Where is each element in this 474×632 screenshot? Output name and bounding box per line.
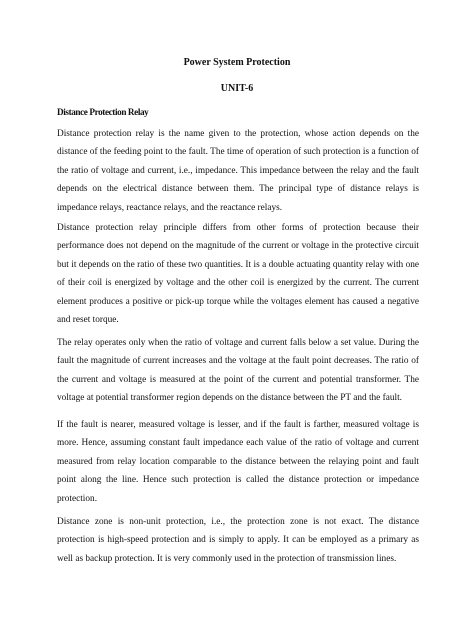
section-heading: Distance Protection Relay [57,107,149,117]
unit-title: UNIT-6 [220,83,254,94]
paragraph-principle: Distance protection relay principle differs from other forms of protection because their performance does not depend on the magnitude of the current or voltage in the protective circuit but it depends on the ratio of these two quantities. It is a double actuating quantity relay with one of their coil is energized by voltage and the other coil is energized by the current. The current element produces a positive or pick-up torque while the voltages element has caused a negative and reset torque. [57,223,419,326]
paragraph-intro: Distance protection relay is the name given to the protection, whose action depends on the distance of the feeding point to the fault. The time of operation of such protection is a function of the ratio of voltage and current, i.e., impedance. This impedance between the relay and the fault depends on the electrical distance between them. The principal type of distance relays is impedance relays, reactance relays, and the reactance relays. [57,129,419,213]
paragraph-operation: The relay operates only when the ratio of voltage and current falls below a set value. During the fault the magnitude of current increases and the voltage at the fault point decreases. The ratio of the current and voltage is measured at the point of the current and potential transformer. The voltage at potential transformer region depends on the distance between the PT and the fault. [57,338,419,404]
document-title: Power System Protection [183,57,291,68]
paragraph-distance-zone: Distance zone is non-unit protection, i.e., the protection zone is not exact. The distance protection is high-speed protection and is simply to apply. It can be employed as a primary as well as backup protection. It is very commonly used in the protection of transmission lines. [57,517,419,564]
paragraph-fault-distance: If the fault is nearer, measured voltage is lesser, and if the fault is farther, measured voltage is more. Hence, assuming constant fault impedance each value of the ratio of voltage and current measured from relay location comparable to the distance between the relaying point and fault point along the line. Hence such protection is called the distance protection or impedance protection. [57,420,419,504]
